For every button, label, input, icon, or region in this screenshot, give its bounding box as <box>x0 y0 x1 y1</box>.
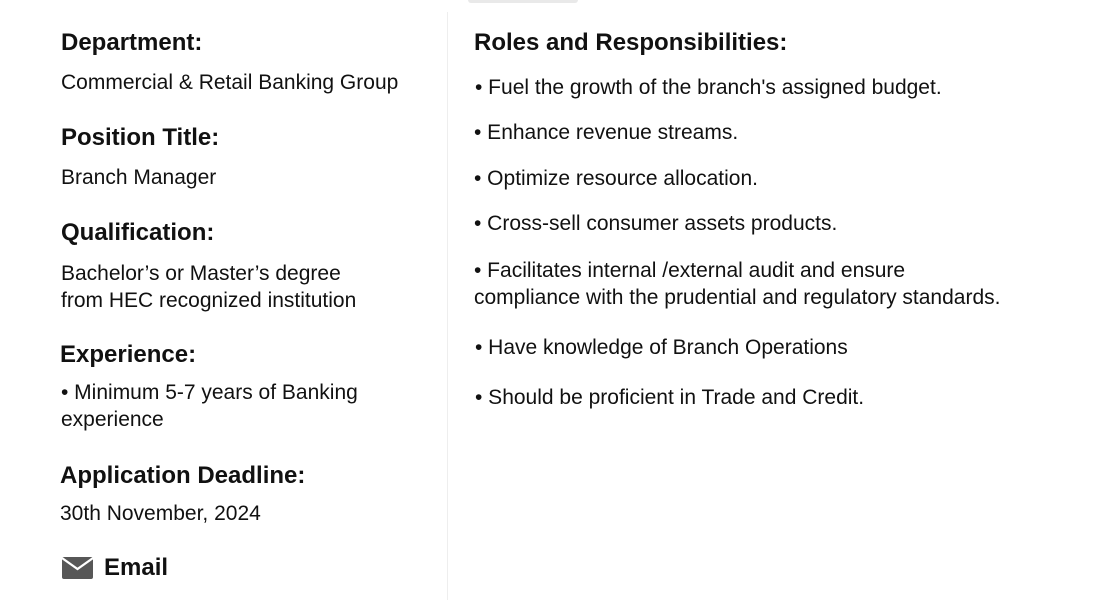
role-item-revenue: • Enhance revenue streams. <box>474 121 739 144</box>
envelope-icon <box>62 557 93 579</box>
department-label: Department: <box>61 29 203 56</box>
column-divider <box>447 12 448 600</box>
qualification-line-2: from HEC recognized institution <box>61 289 357 312</box>
department-value: Commercial & Retail Banking Group <box>61 71 399 94</box>
role-item-audit-line-2: compliance with the prudential and regulatory standards. <box>474 286 1001 309</box>
role-item-branch-operations: • Have knowledge of Branch Operations <box>475 336 848 359</box>
experience-line-1: • Minimum 5-7 years of Banking <box>61 381 358 404</box>
experience-line-2: experience <box>61 408 164 431</box>
email-label: Email <box>104 554 169 581</box>
position-title-label: Position Title: <box>61 124 220 151</box>
qualification-line-1: Bachelor’s or Master’s degree <box>61 262 341 285</box>
experience-label: Experience: <box>60 341 197 368</box>
role-item-audit-line-1: • Facilitates internal /external audit and ensure <box>474 259 906 282</box>
application-deadline-label: Application Deadline: <box>60 462 306 489</box>
application-deadline-value: 30th November, 2024 <box>60 502 261 525</box>
role-item-cross-sell: • Cross-sell consumer assets products. <box>474 212 838 235</box>
role-item-budget-growth: • Fuel the growth of the branch's assigned budget. <box>475 76 942 99</box>
top-edge-fragment <box>468 0 578 3</box>
position-title-value: Branch Manager <box>61 166 217 189</box>
role-item-resource-allocation: • Optimize resource allocation. <box>474 167 758 190</box>
qualification-label: Qualification: <box>61 219 215 246</box>
role-item-trade-credit: • Should be proficient in Trade and Credit. <box>475 386 865 409</box>
roles-heading: Roles and Responsibilities: <box>474 29 788 56</box>
